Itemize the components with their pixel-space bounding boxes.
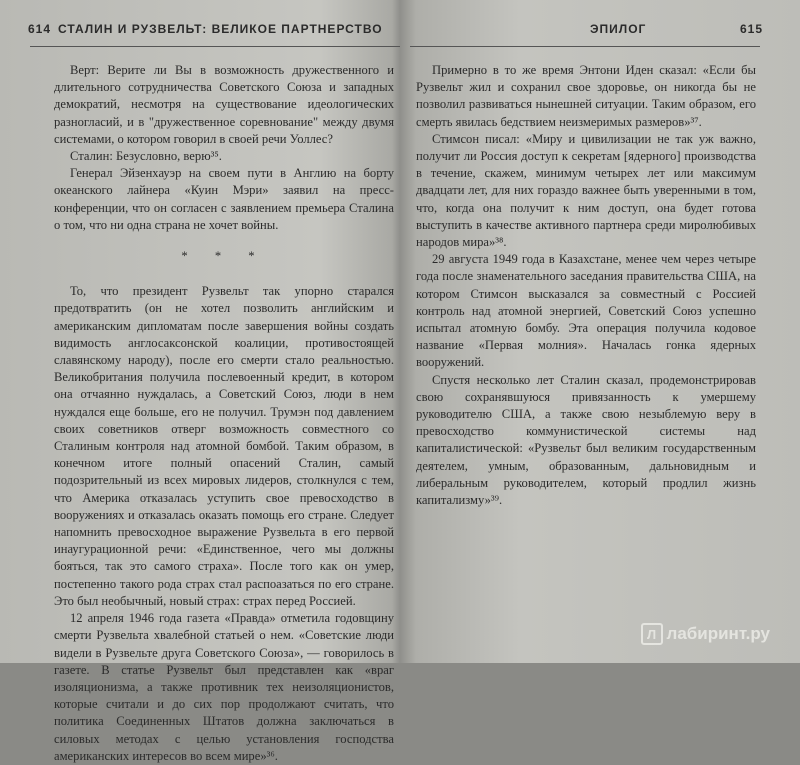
running-head: ЭПИЛОГ <box>590 22 647 36</box>
body-text <box>416 62 756 509</box>
paragraph: То, что президент Рузвельт так упорно старался предотвратить (он не хотел позволить английским и американским дипломатам после завершения войны создать видимость англосаксонской коалиции, противостоящей славянскому народу), после его смерти стало реальностью. Великобритания получила послевоенный кредит, в котором она отчаянно нуждалась, а Советский Союз, люди в нем нуждался еще больше, его не получил. Трумэн под давлением своих советников отверг возможность совместного со Сталиным контроля над атомной бомбой. Таким образом, в конечном итоге полный опасений Сталин, самый подозрительный из всех мировых лидеров, столкнулся с тем, что Америка отказалась уступить свое превосходство в вооружениях и отказалась оказать помощь его стране. Следует напомнить превосходное выражение Рузвельта в его первой инаугурационной речи: «Единственное, чего мы должны бояться, так это самого страха». После того как он умер, постепенно такого рода страх стал распоазаться по его стране. Это был необычный, новый страх: страх перед Россией. <box>54 284 394 608</box>
header-rule <box>30 46 400 47</box>
paragraph: Генерал Эйзенхауэр на своем пути в Англию на борту океанского лайнера «Куин Мэри» заявил на пресс-конференции, что он согласен с заявлением премьера Сталина о том, что ни одна страна не хочет войны. <box>54 166 394 232</box>
paragraph: 29 августа 1949 года в Казахстане, менее чем через четыре года после знаменательного заседания правительства США, на котором Стимсон высказался за совместный с Россией контроль над атомной энергией, Советский Союз успешно испытал атомную бомбу. Эта операция получила кодовое название «Первая молния». Началась гонка ядерных вооружений. <box>416 252 756 370</box>
section-separator: * * * <box>181 249 267 264</box>
labyrinth-logo-icon: Л <box>641 623 663 645</box>
header-rule <box>410 46 760 47</box>
paragraph: Сталин: Безусловно, верю³⁵. <box>70 149 222 164</box>
paragraph: Верт: Верите ли Вы в возможность дружественного и длительного сотрудничества Советского Союза и западных демократий, несмотря на существование идеологических разногласий, и в "дружественное соревнование" между двумя системами, о котором говорил в своей речи Уоллес? <box>54 63 394 146</box>
page-number: 615 <box>740 22 764 36</box>
paragraph: 12 апреля 1946 года газета «Правда» отметила годовщину смерти Рузвельта хвалебной статьей о нем. «Советские люди видели в Рузвельте друга Советского Союза», — говорилось в газете. В статье Рузвельт был представлен как «враг изоляционизма, а также противник тех неизоляционистов, которые считали и до сих пор продолжают считать, что политика Соединенных Штатов должна заключаться в силовых методах с целью установления господства американских интересов во всем мире»³⁶. <box>54 611 394 763</box>
right-page <box>400 0 800 663</box>
watermark-text: лабиринт.ру <box>666 624 770 643</box>
watermark <box>641 623 770 645</box>
paragraph: Стимсон писал: «Миру и цивилизации не так уж важно, получит ли Россия доступ к секретам [ядерного] производства в течение, скажем, минимум четырех лет или максимум двадцати лет, для них гораздо важнее быть уверенными в том, что, когда она получит к ним доступ, она будет готова выступить в качестве активного партнера среди миролюбивых народов мира»³⁸. <box>416 131 756 250</box>
paragraph: Спустя несколько лет Сталин сказал, продемонстрировав свою сохранявшуюся привязанность к умершему руководителю США, а также свою незыблемую веру в превосходство коммунистической системы над капиталистической: «Рузвельт был великим государственным деятелем, умным, образованным, дальновидным и либеральным руководителем, который продлил жизнь капитализму»³⁹. <box>416 372 756 508</box>
left-page <box>0 0 400 763</box>
page-number: 614 <box>28 22 52 36</box>
paragraph: Примерно в то же время Энтони Иден сказал: «Если бы Рузвельт жил и сохранил свое здоровье, он никогда бы не позволил развиваться нынешней ситуации. Таким образом, его смерть явилась бедствием неизмеримых размеров»³⁷. <box>416 63 756 129</box>
body-text <box>54 62 394 765</box>
running-head: СТАЛИН И РУЗВЕЛЬТ: ВЕЛИКОЕ ПАРТНЕРСТВО <box>58 22 383 36</box>
